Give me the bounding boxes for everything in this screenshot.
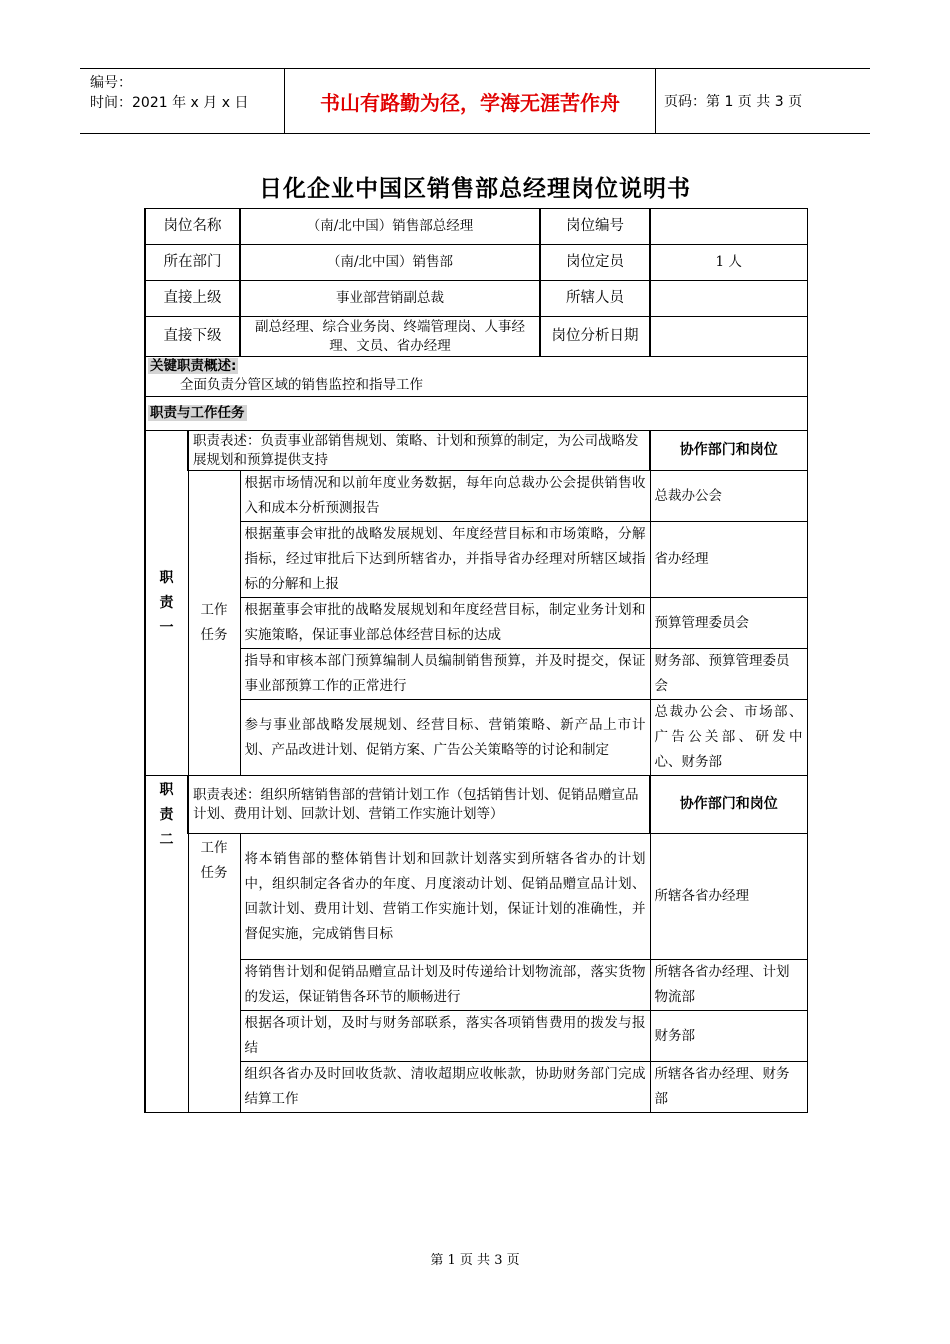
duty1-collab-header: 协作部门和岗位 (650, 431, 807, 471)
post-no-value (650, 209, 807, 245)
summary-heading: 关键职责概述: (150, 358, 237, 374)
summary-cell (145, 357, 807, 397)
header-slogan: 书山有路勤为径，学海无涯苦作舟 (284, 69, 656, 133)
duty1-task-collab: 总裁办公会 (650, 471, 807, 522)
duty2-task-row (145, 834, 807, 960)
duty1-task-collab: 预算管理委员会 (650, 598, 807, 649)
superior-label: 直接上级 (145, 281, 240, 317)
duty2-statement: 职责表述：组织所辖销售部的营销计划工作（包括销售计划、促销品赠宣品计划、费用计划、回款计划、营销工作实施计划等） (188, 776, 650, 834)
duty2-task-text: 根据各项计划，及时与财务部联系，落实各项销售费用的拨发与报结 (240, 1011, 650, 1062)
duty2-task-row (145, 1011, 807, 1062)
duty1-task-row (145, 522, 807, 598)
duty2-task-label: 工作任务 (188, 834, 240, 1113)
duty2-task-text: 将销售计划和促销品赠宣品计划及时传递给计划物流部，落实货物的发运，保证销售各环节的顺畅进行 (240, 960, 650, 1011)
page-header (80, 68, 870, 134)
staff-value (650, 281, 807, 317)
row-superior (145, 281, 807, 317)
header-left (90, 73, 248, 113)
duty1-task-row (145, 471, 807, 522)
post-name-label: 岗位名称 (145, 209, 240, 245)
duty1-task-text: 根据董事会审批的战略发展规划和年度经营目标，制定业务计划和实施策略，保证事业部总体经营目标的达成 (240, 598, 650, 649)
row-summary (145, 357, 807, 397)
duty1-task-collab: 省办经理 (650, 522, 807, 598)
header-page-code: 页码：第 1 页 共 3 页 (664, 94, 803, 110)
summary-text: 全面负责分管区域的销售监控和指导工作 (180, 377, 423, 393)
page-title: 日化企业中国区销售部总经理岗位说明书 (259, 176, 691, 202)
row-subordinate (145, 317, 807, 357)
subordinate-value: 副总经理、综合业务岗、终端管理岗、人事经理、文员、省办经理 (240, 317, 540, 357)
duty1-task-collab: 财务部、预算管理委员会 (650, 649, 807, 700)
row-department (145, 245, 807, 281)
duty2-task-text: 组织各省办及时回收货款、清收超期应收帐款，协助财务部门完成结算工作 (240, 1062, 650, 1113)
duty1-task-collab: 总裁办公会、市场部、广告公关部、研发中心、财务部 (650, 700, 807, 776)
superior-value: 事业部营销副总裁 (240, 281, 540, 317)
duty2-task-collab: 所辖各省办经理 (650, 834, 807, 960)
duty2-collab-header: 协作部门和岗位 (650, 776, 807, 834)
duty2-task-collab: 所辖各省办经理、计划物流部 (650, 960, 807, 1011)
duty2-task-collab: 财务部 (650, 1011, 807, 1062)
duty1-task-row (145, 649, 807, 700)
duty1-label: 职责一 (145, 431, 188, 776)
post-no-label: 岗位编号 (540, 209, 650, 245)
duty1-statement: 职责表述：负责事业部销售规划、策略、计划和预算的制定，为公司战略发展规划和预算提供支持 (188, 431, 650, 471)
duty1-task-text: 指导和审核本部门预算编制人员编制销售预算，并及时提交，保证事业部预算工作的正常进行 (240, 649, 650, 700)
duty1-task-label: 工作任务 (188, 471, 240, 776)
row-post-name (145, 209, 807, 245)
duty1-task-text: 根据市场情况和以前年度业务数据，每年向总裁办公会提供销售收入和成本分析预测报告 (240, 471, 650, 522)
job-description-table (144, 208, 808, 1113)
duties-heading: 职责与工作任务 (145, 397, 807, 431)
quota-label: 岗位定员 (540, 245, 650, 281)
dept-label: 所在部门 (145, 245, 240, 281)
row-duties-heading (145, 397, 807, 431)
duty2-task-row (145, 1062, 807, 1113)
duty2-statement-row (145, 776, 807, 834)
subordinate-label: 直接下级 (145, 317, 240, 357)
duty1-statement-row (145, 431, 807, 471)
duty1-task-row (145, 598, 807, 649)
analysis-date-label: 岗位分析日期 (540, 317, 650, 357)
doc-time: 时间：2021 年 x 月 x 日 (90, 95, 249, 111)
analysis-date-value (650, 317, 807, 357)
post-name-value: （南/北中国）销售部总经理 (240, 209, 540, 245)
dept-value: （南/北中国）销售部 (240, 245, 540, 281)
duty1-task-row (145, 700, 807, 776)
page-footer: 第 1 页 共 3 页 (430, 1253, 520, 1268)
quota-value: 1 人 (650, 245, 807, 281)
staff-label: 所辖人员 (540, 281, 650, 317)
duty2-label: 职责二 (145, 776, 188, 1113)
duty2-task-row (145, 960, 807, 1011)
doc-number: 编号： (90, 75, 132, 91)
duty1-task-text: 参与事业部战略发展规划、经营目标、营销策略、新产品上市计划、产品改进计划、促销方案、广告公关策略等的讨论和制定 (240, 700, 650, 776)
duty1-task-text: 根据董事会审批的战略发展规划、年度经营目标和市场策略，分解指标，经过审批后下达到所辖省办，并指导省办经理对所辖区域指标的分解和上报 (240, 522, 650, 598)
duty2-task-text: 将本销售部的整体销售计划和回款计划落实到所辖各省办的计划中，组织制定各省办的年度、月度滚动计划、促销品赠宣品计划、回款计划、费用计划、营销工作实施计划，保证计划的准确性，并督促实施，完成销售目标 (240, 834, 650, 960)
duty2-task-collab: 所辖各省办经理、财务部 (650, 1062, 807, 1113)
